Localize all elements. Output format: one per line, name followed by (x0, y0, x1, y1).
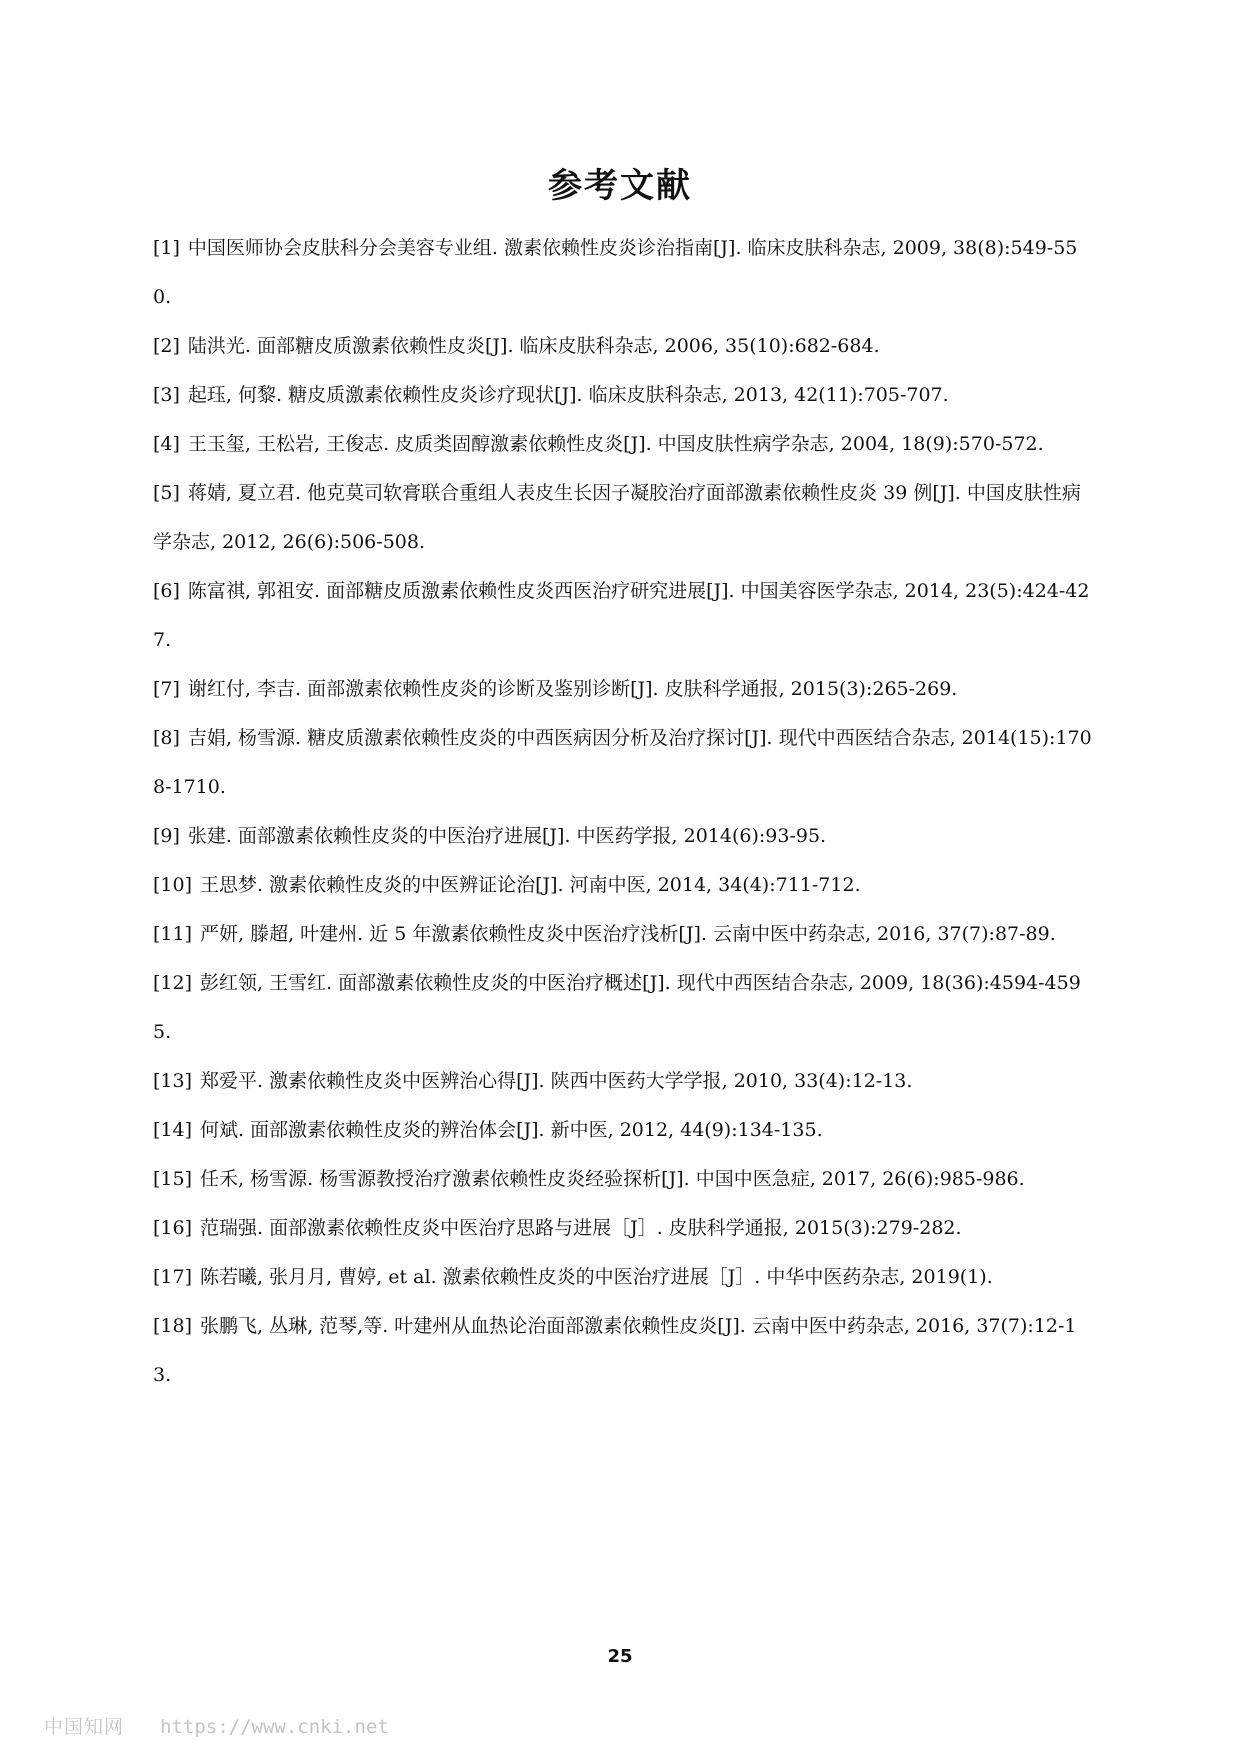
reference-text: 任禾, 杨雪源. 杨雪源教授治疗激素依赖性皮炎经验探析[J]. 中国中医急症, 2017, 26(6):985-986. (200, 1168, 1025, 1190)
reference-item (153, 371, 1093, 420)
reference-number: [10] (153, 874, 193, 896)
reference-item (153, 322, 1093, 371)
reference-text: 范瑞强. 面部激素依赖性皮炎中医治疗思路与进展［J］. 皮肤科学通报, 2015(3):279-282. (200, 1217, 962, 1239)
reference-text: 吉娟, 杨雪源. 糖皮质激素依赖性皮炎的中西医病因分析及治疗探讨[J]. 现代中西医结合杂志, 2014(15):1708-1710. (153, 727, 1092, 798)
reference-item (153, 665, 1093, 714)
reference-number: [17] (153, 1266, 193, 1288)
reference-text: 起珏, 何黎. 糖皮质激素依赖性皮炎诊疗现状[J]. 临床皮肤科杂志, 2013, 42(11):705-707. (187, 384, 949, 406)
reference-item (153, 812, 1093, 861)
reference-text: 陈富祺, 郭祖安. 面部糖皮质激素依赖性皮炎西医治疗研究进展[J]. 中国美容医学杂志, 2014, 23(5):424-427. (153, 580, 1090, 651)
reference-item (153, 1106, 1093, 1155)
reference-item (153, 469, 1093, 567)
reference-item (153, 1057, 1093, 1106)
reference-number: [13] (153, 1070, 193, 1092)
reference-text: 中国医师协会皮肤科分会美容专业组. 激素依赖性皮炎诊治指南[J]. 临床皮肤科杂志, 2009, 38(8):549-550. (153, 237, 1078, 308)
reference-text: 谢红付, 李吉. 面部激素依赖性皮炎的诊断及鉴别诊断[J]. 皮肤科学通报, 2015(3):265-269. (187, 678, 958, 700)
reference-item (153, 420, 1093, 469)
reference-item (153, 959, 1093, 1057)
reference-text: 陆洪光. 面部糖皮质激素依赖性皮炎[J]. 临床皮肤科杂志, 2006, 35(10):682-684. (187, 335, 880, 357)
reference-number: [5] (153, 482, 180, 504)
reference-text: 王玉玺, 王松岩, 王俊志. 皮质类固醇激素依赖性皮炎[J]. 中国皮肤性病学杂志, 2004, 18(9):570-572. (187, 433, 1044, 455)
reference-text: 郑爱平. 激素依赖性皮炎中医辨治心得[J]. 陕西中医药大学学报, 2010, 33(4):12-13. (200, 1070, 913, 1092)
reference-item (153, 224, 1093, 322)
reference-item (153, 567, 1093, 665)
reference-number: [9] (153, 825, 180, 847)
cnki-watermark (44, 1712, 389, 1739)
watermark-brand: 中国知网 (44, 1716, 125, 1738)
reference-text: 王思梦. 激素依赖性皮炎的中医辨证论治[J]. 河南中医, 2014, 34(4):711-712. (200, 874, 861, 896)
reference-text: 何斌. 面部激素依赖性皮炎的辨治体会[J]. 新中医, 2012, 44(9):134-135. (200, 1119, 823, 1141)
reference-number: [4] (153, 433, 180, 455)
reference-list (153, 224, 1093, 1400)
reference-text: 彭红领, 王雪红. 面部激素依赖性皮炎的中医治疗概述[J]. 现代中西医结合杂志, 2009, 18(36):4594-4595. (153, 972, 1081, 1043)
page-title: 参考文献 (548, 166, 692, 206)
page-number: 25 (607, 1646, 633, 1667)
reference-number: [18] (153, 1315, 193, 1337)
reference-item (153, 1253, 1093, 1302)
reference-number: [2] (153, 335, 180, 357)
reference-item (153, 1204, 1093, 1253)
reference-number: [15] (153, 1168, 193, 1190)
reference-number: [8] (153, 727, 180, 749)
reference-text: 张鹏飞, 丛琳, 范琴,等. 叶建州从血热论治面部激素依赖性皮炎[J]. 云南中医中药杂志, 2016, 37(7):12-13. (153, 1315, 1077, 1386)
reference-text: 陈若曦, 张月月, 曹婷, et al. 激素依赖性皮炎的中医治疗进展［J］. 中华中医药杂志, 2019(1). (200, 1266, 993, 1288)
reference-text: 严妍, 滕超, 叶建州. 近 5 年激素依赖性皮炎中医治疗浅析[J]. 云南中医中药杂志, 2016, 37(7):87-89. (200, 923, 1056, 945)
reference-number: [16] (153, 1217, 193, 1239)
reference-number: [7] (153, 678, 180, 700)
reference-item (153, 714, 1093, 812)
reference-item (153, 910, 1093, 959)
reference-number: [6] (153, 580, 180, 602)
reference-number: [14] (153, 1119, 193, 1141)
reference-text: 蒋婧, 夏立君. 他克莫司软膏联合重组人表皮生长因子凝胶治疗面部激素依赖性皮炎 39 例[J]. 中国皮肤性病学杂志, 2012, 26(6):506-508. (153, 482, 1081, 553)
reference-item (153, 861, 1093, 910)
reference-text: 张建. 面部激素依赖性皮炎的中医治疗进展[J]. 中医药学报, 2014(6):93-95. (187, 825, 827, 847)
reference-number: [11] (153, 923, 193, 945)
watermark-url: https://www.cnki.net (160, 1716, 389, 1738)
reference-number: [12] (153, 972, 193, 994)
reference-item (153, 1155, 1093, 1204)
reference-item (153, 1302, 1093, 1400)
reference-number: [1] (153, 237, 180, 259)
reference-number: [3] (153, 384, 180, 406)
